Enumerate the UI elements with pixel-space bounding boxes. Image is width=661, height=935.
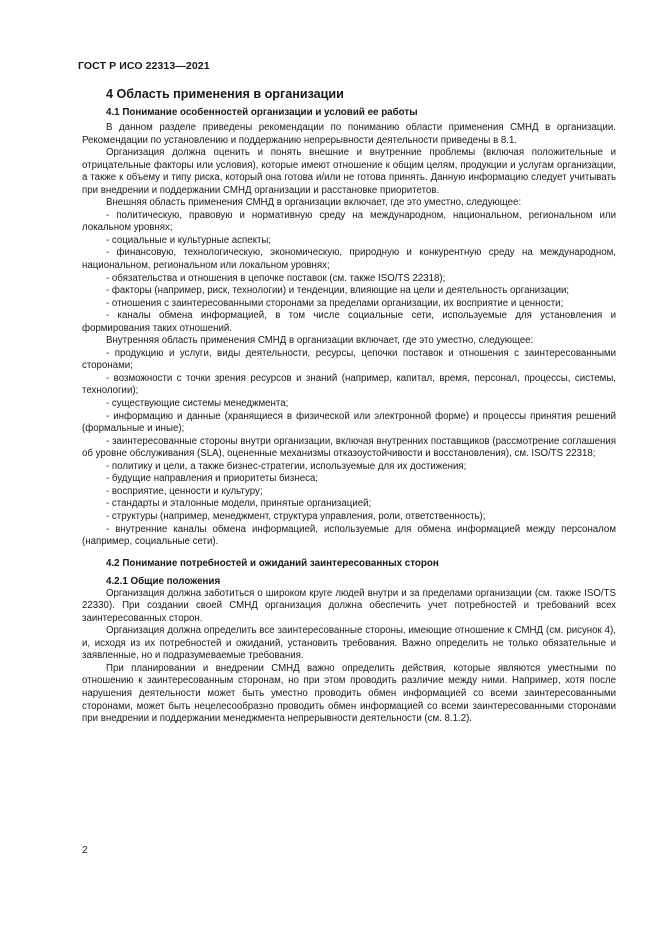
list-item: - политику и цели, а также бизнес-стратегии, используемые для их достижения;: [106, 460, 467, 472]
section-4-1-text: [82, 122, 616, 549]
paragraph: Внешняя область применения СМНД в организации включает, где это уместно, следующее:: [106, 197, 522, 209]
list-item: - заинтересованные стороны внутри организации, включая внутренних поставщиков (рассмотрение соглашения об уровне обслуживания (SLA), оцененные механизмы отказоустойчивости и восстановления), см. ISO/TS 22318;: [82, 435, 616, 460]
list-item: - каналы обмена информацией, в том числе социальные сети, используемые для установления и формирования таких отношений.: [82, 310, 616, 334]
list-item: - социальные и культурные аспекты;: [106, 234, 272, 246]
list-item: - продукцию и услуги, виды деятельности, ресурсы, цепочки поставок и отношения с заинтересованными сторонами;: [82, 347, 616, 372]
list-item: - структуры (например, менеджмент, структура управления, роли, ответственность);: [106, 510, 486, 522]
list-item: - существующие системы менеджмента;: [106, 398, 289, 410]
list-item: - будущие направления и приоритеты бизнеса;: [106, 473, 319, 485]
paragraph: Организация должна оценить и понять внешние и внутренние проблемы (включая положительные и отрицательные факторы или условия), которые имеют отношение к общим целям, продукции и услугам организации, а также к объему и типу риска, который она готова и/или не готова принять. Данную информацию следует учитывать при внедрении и поддержании СМНД организации и расстановке приоритетов.: [82, 147, 616, 196]
document-body: [82, 86, 616, 726]
list-item: - политическую, правовую и нормативную среду на международном, национальном, региональном или локальном уровнях;: [82, 209, 616, 234]
list-item: - финансовую, технологическую, экономическую, природную и конкурентную среду на международном, национальном, региональном или локальном уровнях;: [82, 247, 616, 272]
section-4-1-title: 4.1 Понимание особенностей организации и условий ее работы: [106, 107, 418, 118]
list-item: - отношения с заинтересованными сторонами за пределами организации, их восприятие и ценности;: [106, 297, 564, 309]
section-4-2-1-text: [82, 588, 616, 726]
list-item: - обязательства и отношения в цепочке поставок (см. также ISO/TS 22318);: [106, 272, 446, 284]
list-item: - внутренние каналы обмена информацией, используемые для обмена информацией между персоналом (например, социальные сети).: [82, 523, 616, 548]
paragraph: В данном разделе приведены рекомендации по пониманию области применения СМНД в организации. Рекомендации по установлению и поддержанию непрерывности деятельности приведены в 8.1.: [82, 122, 616, 146]
paragraph: Внутренняя область применения СМНД в организации включает, где это уместно, следующее:: [106, 335, 534, 347]
list-item: - стандарты и эталонные модели, принятые организацией;: [106, 498, 372, 510]
document-header: ГОСТ Р ИСО 22313—2021: [78, 60, 210, 72]
list-item: - возможности с точки зрения ресурсов и знаний (например, капитал, время, персонал, процессы, системы, технологии);: [82, 372, 616, 397]
list-item: - восприятие, ценности и культуру;: [106, 485, 263, 497]
list-item: - информацию и данные (хранящиеся в физической или электронной форме) и процессы принятия решений (формальные и иные);: [82, 410, 616, 435]
paragraph: При планировании и внедрении СМНД важно определить действия, которые являются уместными по отношению к заинтересованным сторонам, но при этом проводить различие между ними. Например, хотя после нарушения деятельности может быть уместно проводить обмен информацией со всеми заинтересованными сторонами, может быть нецелесообразно проводить обмен информацией со всеми заинтересованными сторонами при внедрении и поддержании менеджмента непрерывности деятельности (см. 8.1.2).: [82, 662, 616, 725]
section-4-title: 4 Область применения в организации: [106, 87, 344, 101]
list-item: - факторы (например, риск, технологии) и тенденции, влияющие на цели и деятельность организации;: [106, 285, 570, 297]
paragraph: Организация должна заботиться о широком круге людей внутри и за пределами организации (см. также ISO/TS 22330). При создании своей СМНД организация должна обеспечить учет потребностей и требований всех заинтересованных сторон.: [82, 587, 616, 624]
section-4-2-title: 4.2 Понимание потребностей и ожиданий заинтересованных сторон: [106, 557, 439, 569]
section-4-2-1-title: 4.2.1 Общие положения: [106, 575, 221, 587]
page-number: 2: [82, 845, 88, 856]
paragraph: Организация должна определить все заинтересованные стороны, имеющие отношение к СМНД (см. рисунок 4), и, исходя из их потребностей и ожиданий, установить требования. Важно определить не только обязательные и заявленные, но и подразумеваемые требования.: [82, 625, 616, 662]
